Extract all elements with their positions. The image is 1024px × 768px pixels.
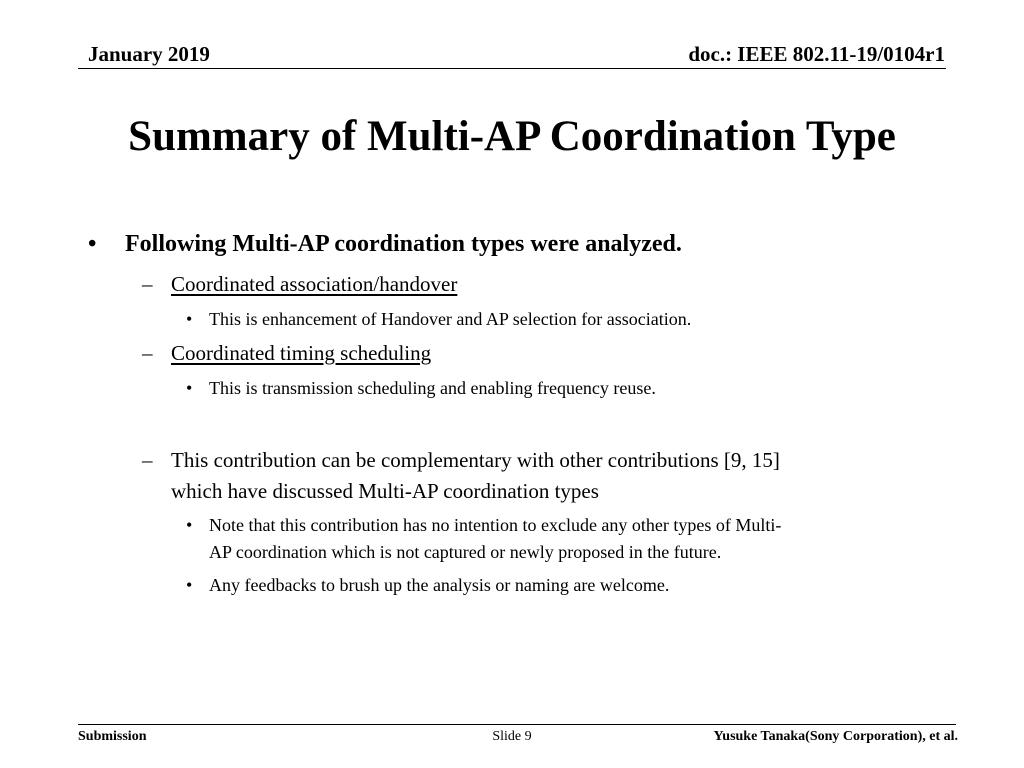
contribution-text-line1: This contribution can be complementary with other contributions [9, 15]	[171, 448, 780, 472]
bullet-marker: •	[88, 231, 97, 257]
type-coordinated-association: Coordinated association/handover	[171, 272, 458, 296]
bullet-marker: •	[186, 309, 193, 329]
contribution-text-line2: which have discussed Multi-AP coordination types	[171, 479, 599, 503]
slide-title: Summary of Multi-AP Coordination Type	[128, 113, 896, 160]
dash-marker: –	[142, 448, 153, 472]
dash-marker: –	[142, 341, 153, 365]
type-coordinated-association-desc: This is enhancement of Handover and AP selection for association.	[209, 309, 692, 329]
note-line1: Note that this contribution has no intention to exclude any other types of Multi-	[209, 515, 782, 535]
bullet-marker: •	[186, 378, 193, 398]
bullet-marker: •	[186, 515, 193, 535]
dash-marker: –	[142, 272, 153, 296]
header-date: January 2019	[88, 42, 210, 66]
bullet-analyzed-types: Following Multi-AP coordination types were analyzed.	[125, 231, 682, 257]
footer-author: Yusuke Tanaka(Sony Corporation), et al.	[713, 729, 958, 744]
note-line2: AP coordination which is not captured or newly proposed in the future.	[209, 542, 722, 562]
type-coordinated-timing-desc: This is transmission scheduling and enabling frequency reuse.	[209, 378, 656, 398]
type-coordinated-timing: Coordinated timing scheduling	[171, 341, 432, 365]
footer-slide-number: Slide 9	[492, 729, 532, 744]
footer-divider	[78, 724, 956, 725]
header-doc-id: doc.: IEEE 802.11-19/0104r1	[688, 42, 945, 66]
feedback-note: Any feedbacks to brush up the analysis or naming are welcome.	[209, 575, 670, 595]
bullet-marker: •	[186, 575, 193, 595]
footer-submission: Submission	[78, 729, 147, 744]
header-divider	[78, 68, 946, 69]
